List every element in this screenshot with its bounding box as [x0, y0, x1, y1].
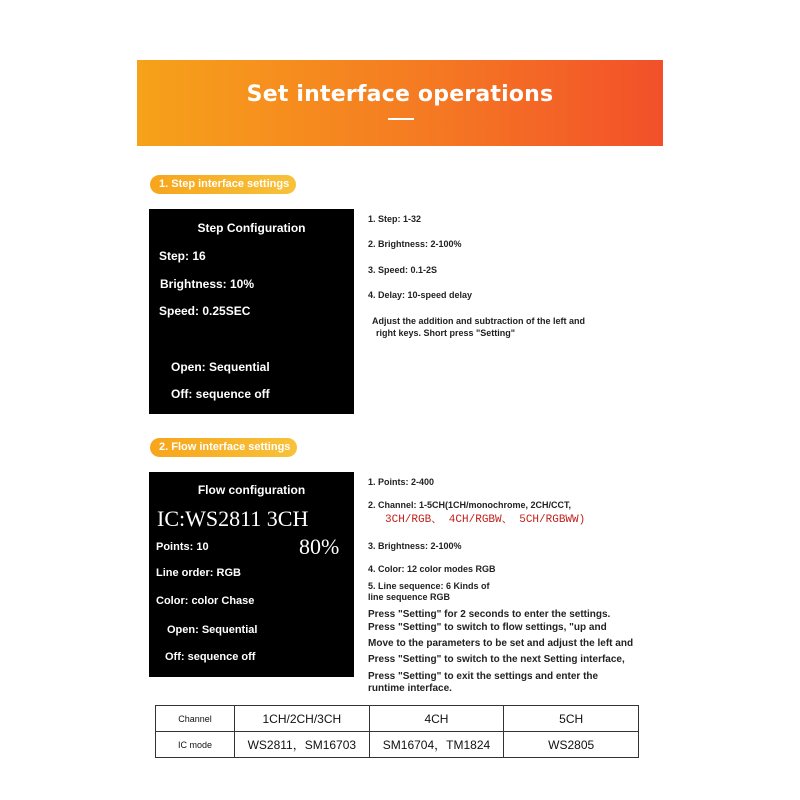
- step-panel-title: Step Configuration: [197, 221, 306, 235]
- flow-desc-press-1: Press "Setting" for 2 seconds to enter the settings.: [368, 609, 611, 620]
- flow-desc-brightness: 3. Brightness: 2-100%: [368, 541, 462, 551]
- step-desc-step: 1. Step: 1-32: [368, 214, 422, 224]
- flow-desc-color: 4. Color: 12 color modes RGB: [368, 564, 496, 574]
- table-cell: WS2805: [504, 732, 639, 758]
- table-cell: 4CH: [369, 706, 504, 732]
- flow-desc-press-2: Press "Setting" to switch to flow settings, "up and: [368, 622, 607, 633]
- flow-desc-channel-line1: 2. Channel: 1-5CH(1CH/monochrome, 2CH/CCT,: [368, 500, 572, 510]
- open-mode: Open: Sequential: [171, 360, 270, 374]
- ic-value: IC:WS2811 3CH: [157, 506, 309, 531]
- flow-desc-press-6: runtime interface.: [368, 683, 452, 694]
- flow-desc-line-seq-line1: 5. Line sequence: 6 Kinds of: [368, 581, 490, 591]
- step-desc-brightness: 2. Brightness: 2-100%: [368, 239, 462, 249]
- flow-section-pill: 2. Flow interface settings: [150, 438, 297, 457]
- step-desc-adjust-line1: Adjust the addition and subtraction of the left and: [372, 316, 585, 326]
- table-cell: WS2811，SM16703: [235, 732, 370, 758]
- step-section-pill: 1. Step interface settings: [150, 175, 296, 194]
- flow-config-panel: [149, 472, 354, 677]
- color-value: Color: color Chase: [156, 595, 255, 607]
- table-cell: 5CH: [504, 706, 639, 732]
- step-desc-delay: 4. Delay: 10-speed delay: [368, 290, 473, 300]
- step-value: Step: 16: [159, 249, 206, 263]
- flow-desc-points: 1. Points: 2-400: [368, 477, 435, 487]
- ic-mode-table: [155, 705, 639, 758]
- flow-off-mode: Off: sequence off: [165, 651, 256, 663]
- table-cell: SM16704，TM1824: [369, 732, 504, 758]
- brightness-value: Brightness: 10%: [160, 277, 255, 291]
- flow-desc-press-3: Move to the parameters to be set and adjust the left and: [368, 638, 634, 649]
- table-row: [156, 706, 639, 732]
- line-order-value: Line order: RGB: [156, 567, 241, 579]
- flow-desc-line-seq-line2: line sequence RGB: [368, 592, 451, 602]
- flow-desc-press-5: Press "Setting" to exit the settings and enter the: [368, 671, 599, 682]
- table-cell: Channel: [156, 706, 235, 732]
- table-cell: IC mode: [156, 732, 235, 758]
- table-row: [156, 732, 639, 758]
- brightness-percent: 80%: [299, 534, 340, 559]
- flow-desc-press-4: Press "Setting" to switch to the next Setting interface,: [368, 654, 625, 665]
- banner-underline: [388, 118, 414, 120]
- speed-value: Speed: 0.25SEC: [159, 304, 251, 318]
- off-mode: Off: sequence off: [171, 387, 270, 401]
- step-config-panel: [149, 209, 354, 414]
- flow-desc-channel-line2: 3CH/RGB、 4CH/RGBW、 5CH/RGBWW): [385, 514, 586, 526]
- flow-open-mode: Open: Sequential: [167, 624, 258, 636]
- points-value: Points: 10: [156, 541, 209, 553]
- step-desc-adjust-line2: right keys. Short press "Setting": [376, 328, 516, 338]
- flow-panel-title: Flow configuration: [197, 483, 306, 497]
- step-desc-speed: 3. Speed: 0.1-2S: [368, 265, 438, 275]
- banner-title: Set interface operations: [246, 82, 554, 107]
- header-banner: [137, 60, 663, 146]
- table-cell: 1CH/2CH/3CH: [235, 706, 370, 732]
